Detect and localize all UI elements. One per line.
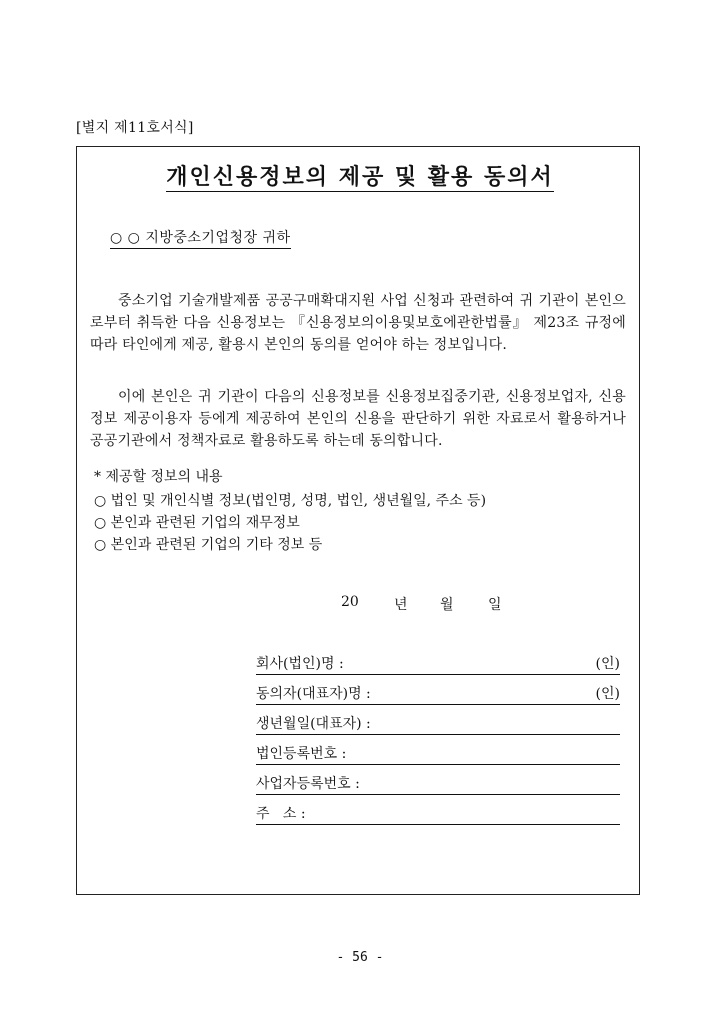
seal-mark: (인) bbox=[595, 686, 620, 702]
field-label: 생년월일(대표자) : bbox=[256, 716, 371, 732]
birthdate-field[interactable] bbox=[256, 714, 620, 735]
field-label: 회사(법인)명 : bbox=[256, 656, 344, 672]
business-registration-field[interactable] bbox=[256, 774, 620, 795]
field-label: 법인등록번호 : bbox=[256, 746, 347, 762]
seal-mark: (인) bbox=[595, 656, 620, 672]
consent-paragraph-2: 이에 본인은 귀 기관이 다음의 신용정보를 신용정보집중기관, 신용정보업자, 신용정보 제공이용자 등에게 제공하여 본인의 신용을 판단하기 위한 자료로서 활용하거나 공공기관에서 정책자료로 활용하도록 하는데 동의합니다. bbox=[90, 389, 626, 449]
form-number-label: [별지 제11호서식] bbox=[76, 120, 194, 136]
corporate-registration-field[interactable] bbox=[256, 744, 620, 765]
company-name-field[interactable] bbox=[256, 654, 620, 675]
field-label: 주 소 : bbox=[256, 806, 306, 822]
field-label: 사업자등록번호 : bbox=[256, 776, 360, 792]
date-prefix: 20 bbox=[341, 594, 359, 610]
date-day-label: 일 bbox=[488, 597, 502, 613]
info-item: ○ 법인 및 개인식별 정보(법인명, 성명, 법인, 생년월일, 주소 등) bbox=[94, 493, 487, 509]
consenter-name-field[interactable] bbox=[256, 684, 620, 705]
address-field[interactable] bbox=[256, 804, 620, 825]
field-label: 동의자(대표자)명 : bbox=[256, 686, 371, 702]
date-year-label: 년 bbox=[394, 597, 408, 613]
date-month-label: 월 bbox=[440, 597, 454, 613]
document-title: 개인신용정보의 제공 및 활용 동의서 bbox=[166, 164, 554, 190]
consent-paragraph-1: 중소기업 기술개발제품 공공구매확대지원 사업 신청과 관련하여 귀 기관이 본인으로부터 취득한 다음 신용정보는 『신용정보의이용및보호에관한법률』 제23조 규정에 따라 타인에게 제공, 활용시 본인의 동의를 얻어야 하는 정보입니다. bbox=[90, 293, 626, 353]
info-item: ○ 본인과 관련된 기업의 기타 정보 등 bbox=[94, 537, 323, 553]
info-items-heading: * 제공할 정보의 내용 bbox=[94, 469, 223, 485]
page-number: - 56 - bbox=[336, 950, 384, 965]
info-item: ○ 본인과 관련된 기업의 재무정보 bbox=[94, 515, 300, 531]
addressee: ○ ○ 지방중소기업청장 귀하 bbox=[110, 227, 291, 249]
